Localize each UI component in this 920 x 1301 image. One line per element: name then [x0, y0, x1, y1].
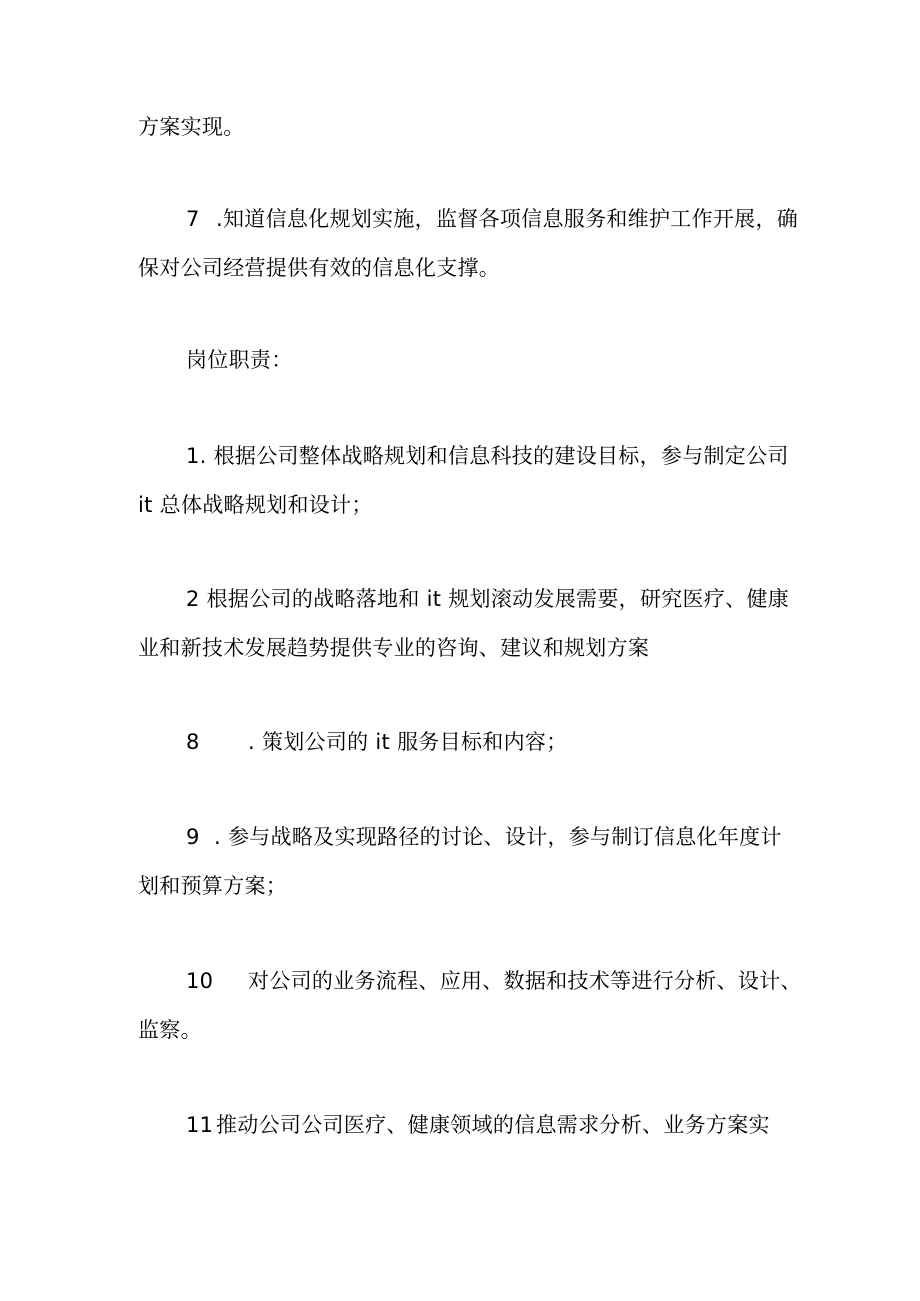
duty-8-line	[186, 727, 567, 757]
duty-2-line-1: 2 根据公司的战略落地和 it 规划滚动发展需要，研究医疗、健康	[186, 587, 790, 611]
duty-2-line-2: 业和新技术发展趋势提供专业的咨询、建议和规划方案	[138, 636, 650, 660]
continuation-line: 方案实现。	[138, 115, 245, 139]
item-7-text: .知道信息化规划实施，监督各项信息服务和维护工作开展，确	[216, 207, 799, 231]
duty-11-line-1	[186, 1110, 770, 1140]
duty-9-number: 9	[186, 825, 200, 849]
duty-10-number: 10	[186, 969, 214, 993]
duty-9-line-1	[186, 822, 782, 852]
duty-11-number: 11	[186, 1113, 214, 1137]
duty-1-line-1: 1. 根据公司整体战略规划和信息科技的建设目标，参与制定公司	[186, 444, 789, 468]
duty-9-line-2: 划和预算方案；	[138, 874, 288, 898]
duty-10-line-1	[186, 966, 802, 996]
section-heading: 岗位职责：	[186, 348, 293, 372]
item-7-line-2: 保对公司经营提供有效的信息化支撑。	[138, 256, 501, 280]
duty-8-number: 8	[186, 730, 200, 754]
duty-10-text: 对公司的业务流程、应用、数据和技术等进行分析、设计、	[248, 969, 802, 993]
duty-11-text: 推动公司公司医疗、健康领域的信息需求分析、业务方案实	[216, 1113, 770, 1137]
item-7-number: 7	[186, 207, 200, 231]
duty-1-line-2: it 总体战略规划和设计；	[138, 493, 373, 517]
duty-9-text: . 参与战略及实现路径的讨论、设计，参与制订信息化年度计	[214, 825, 782, 849]
duty-8-text: . 策划公司的 it 服务目标和内容；	[248, 730, 568, 754]
duty-10-line-2: 监察。	[138, 1018, 202, 1042]
item-7-line-1	[186, 204, 798, 234]
